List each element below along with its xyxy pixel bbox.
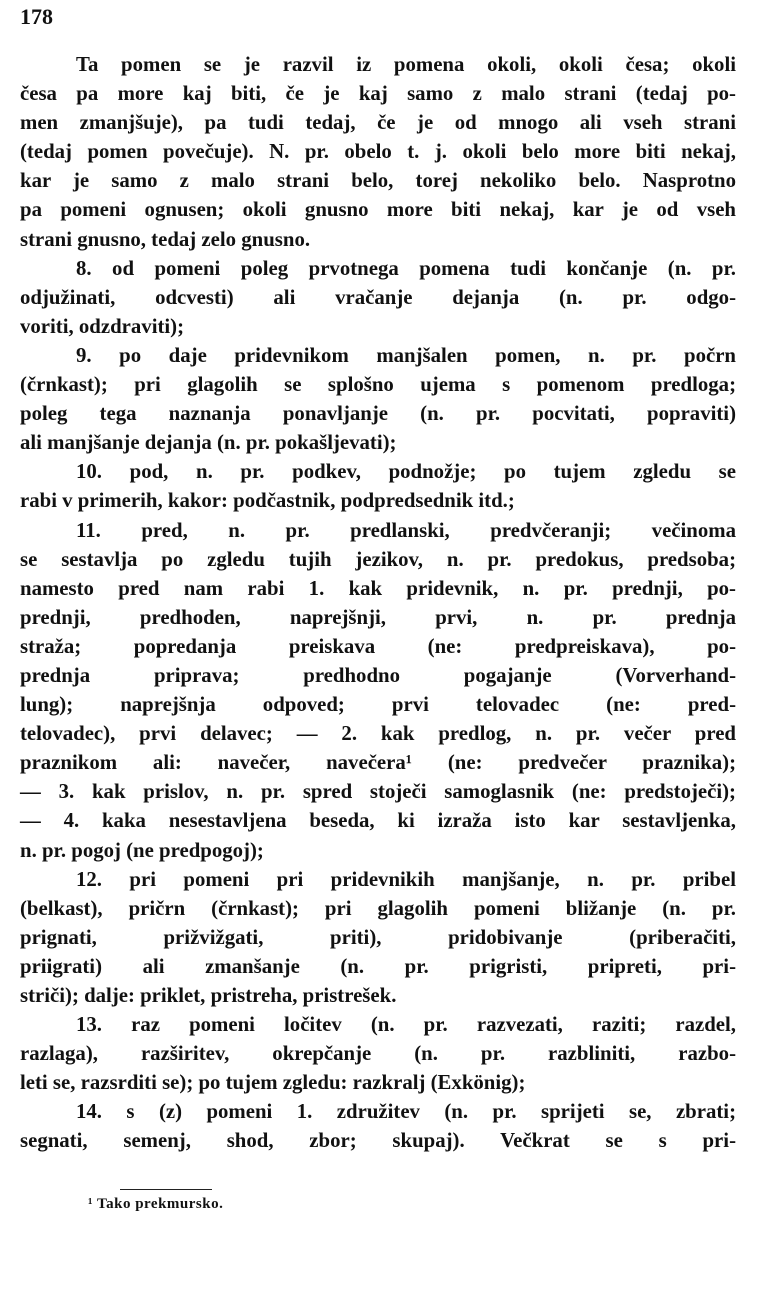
text-line: (črnkast); pri glagolih se splošno ujema s pomenom predloga; (20, 373, 736, 397)
text-line: česa pa more kaj biti, če je kaj samo z malo strani (tedaj po- (20, 82, 736, 106)
text-line: segnati, semenj, shod, zbor; skupaj). Večkrat se s pri- (20, 1129, 736, 1153)
text-line: striči); dalje: priklet, pristreha, pristrešek. (20, 984, 397, 1007)
text-line: — 3. kak prislov, n. pr. spred stoječi samoglasnik (ne: predstoječi); (20, 780, 736, 804)
text-line: prednja priprava; predhodno pogajanje (Vorverhand- (20, 663, 736, 687)
text-line: prednji, predhoden, naprejšnji, prvi, n. pr. prednja (20, 605, 736, 629)
text-line: (tedaj pomen povečuje). N. pr. obelo t. j. okoli belo more biti nekaj, (20, 140, 736, 164)
page-number: 178 (20, 4, 53, 29)
body-text (20, 50, 736, 1156)
text-line: priigrati) ali zmanšanje (n. pr. prigristi, pripreti, pri- (20, 954, 736, 978)
text-line: pa pomeni ognusen; okoli gnusno more biti nekaj, kar je od vseh (20, 198, 736, 222)
text-line: straža; popredanja preiskava (ne: predpreiskava), po- (20, 634, 736, 658)
text-line: odjužinati, odcvesti) ali vračanje dejanja (n. pr. odgo- (20, 285, 736, 309)
text-line: 8. od pomeni poleg prvotnega pomena tudi končanje (n. pr. (76, 256, 736, 280)
text-line: razlaga), razširitev, okrepčanje (n. pr. razbliniti, razbo- (20, 1042, 736, 1066)
text-line: rabi v primerih, kakor: podčastnik, podpredsednik itd.; (20, 489, 515, 513)
text-line: telovadec), prvi delavec; — 2. kak predlog, n. pr. večer pred (20, 722, 736, 746)
text-line: n. pr. pogoj (ne predpogoj); (20, 838, 264, 862)
text-line: Ta pomen se je razvil iz pomena okoli, okoli česa; okoli (76, 53, 736, 76)
text-line: 13. raz pomeni ločitev (n. pr. razvezati, raziti; razdel, (76, 1013, 736, 1037)
text-line: (belkast), pričrn (črnkast); pri glagolih pomeni bližanje (n. pr. (20, 896, 736, 920)
text-line: men zmanjšuje), pa tudi tedaj, če je od mnogo ali vseh strani (20, 111, 736, 135)
text-line: — 4. kaka nesestavljena beseda, ki izraža isto kar sestavljenka, (20, 809, 736, 833)
footnote-divider (120, 1189, 212, 1190)
text-line: 9. po daje pridevnikom manjšalen pomen, n. pr. počrn (76, 343, 736, 367)
text-line: kar je samo z malo strani belo, torej nekoliko belo. Nasprotno (20, 169, 736, 193)
text-line: se sestavlja po zgledu tujih jezikov, n. pr. predokus, predsoba; (20, 547, 736, 571)
text-line: 10. pod, n. pr. podkev, podnožje; po tujem zgledu se (76, 460, 736, 484)
footnote: ¹ Tako prekmursko. (88, 1196, 224, 1212)
text-line: praznikom ali: navečer, navečera¹ (ne: predvečer praznika); (20, 751, 736, 775)
text-line: 12. pri pomeni pri pridevnikih manjšanje, n. pr. pribel (76, 867, 736, 891)
text-line: strani gnusno, tedaj zelo gnusno. (20, 227, 311, 251)
text-line: lung); naprejšnja odpoved; prvi telovadec (ne: pred- (20, 693, 736, 717)
text-line: prignati, prižvižgati, priti), pridobivanje (priberačiti, (20, 925, 736, 949)
text-line: voriti, odzdraviti); (20, 314, 185, 338)
text-line: leti se, razsrditi se); po tujem zgledu: razkralj (Exkönig); (20, 1071, 526, 1095)
text-line: namesto pred nam rabi 1. kak pridevnik, n. pr. prednji, po- (20, 576, 736, 600)
text-line: 11. pred, n. pr. predlanski, predvčeranji; večinoma (76, 518, 736, 542)
text-line: ali manjšanje dejanja (n. pr. pokašljevati); (20, 431, 397, 455)
text-line: poleg tega naznanja ponavljanje (n. pr. pocvitati, popraviti) (20, 402, 736, 426)
text-line: 14. s (z) pomeni 1. združitev (n. pr. sprijeti se, zbrati; (76, 1100, 736, 1124)
